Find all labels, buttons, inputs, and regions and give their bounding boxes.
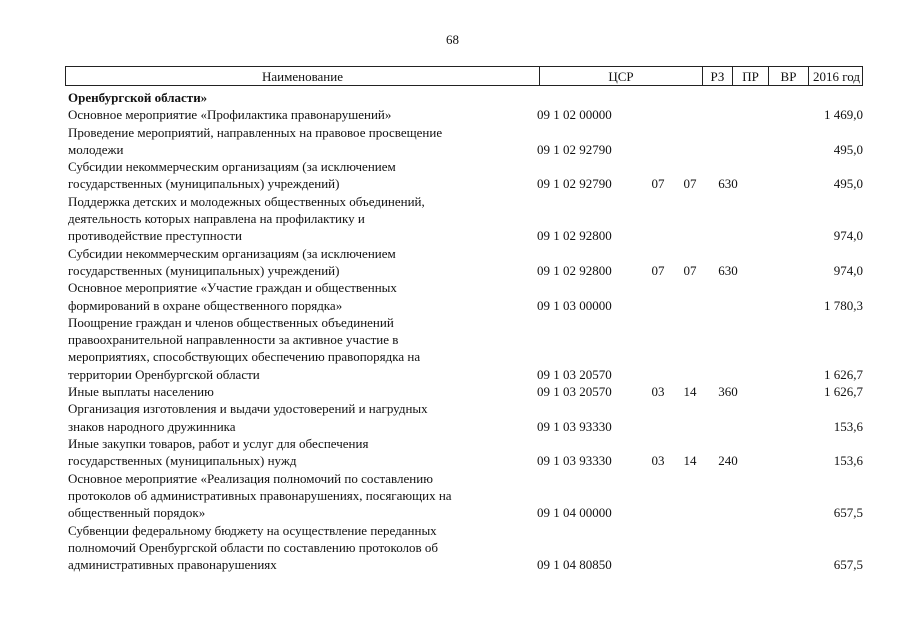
row-csr: 09 1 03 00000 <box>537 297 612 313</box>
row-vr: 240 <box>718 453 738 469</box>
table-row <box>65 383 865 400</box>
row-amount: 657,5 <box>833 505 863 521</box>
row-amount: 1 626,7 <box>824 384 863 400</box>
row-name-line: Основное мероприятие «Реализация полномочий по составлению <box>68 470 433 486</box>
row-name-line: полномочий Оренбургской области по составлению протоколов об <box>68 539 439 555</box>
row-name <box>68 124 538 159</box>
row-rz: 03 <box>651 384 665 400</box>
row-csr: 09 1 02 92800 <box>537 228 612 244</box>
row-amount: 1 780,3 <box>824 297 863 313</box>
row-pr: 07 <box>683 262 697 278</box>
page-number: 68 <box>446 32 459 47</box>
row-csr: 09 1 03 20570 <box>537 384 612 400</box>
row-name-line: административных правонарушениях <box>68 557 277 573</box>
header-name: Наименование <box>262 69 343 84</box>
row-name-line: протоколов об административных правонарушениях, посягающих на <box>68 487 452 503</box>
row-name-line: Субсидии некоммерческим организациям (за исключением <box>68 159 396 175</box>
row-name-line: молодежи <box>68 141 124 157</box>
row-rz: 07 <box>651 262 665 278</box>
row-name-line: Поддержка детских и молодежных общественных объединений, <box>68 193 425 209</box>
row-name-line: территории Оренбургской области <box>68 366 260 382</box>
row-name-line: Основное мероприятие «Профилактика правонарушений» <box>68 107 392 123</box>
row-name <box>68 106 538 123</box>
row-name-line: Субвенции федеральному бюджету на осуществление переданных <box>68 522 437 538</box>
row-amount: 974,0 <box>833 228 863 244</box>
row-amount: 153,6 <box>833 418 863 434</box>
table-row <box>65 158 865 193</box>
row-amount: 495,0 <box>833 176 863 192</box>
row-name-line: государственных (муниципальных) учреждений) <box>68 176 340 192</box>
row-name-line: Основное мероприятие «Участие граждан и общественных <box>68 280 397 296</box>
row-csr: 09 1 03 20570 <box>537 366 612 382</box>
row-csr: 09 1 02 92790 <box>537 176 612 192</box>
row-amount: 495,0 <box>833 141 863 157</box>
table-row <box>65 314 865 383</box>
table-header <box>65 66 863 86</box>
table-row <box>65 124 865 159</box>
table-row <box>65 193 865 245</box>
row-name <box>68 245 538 280</box>
header-rz: РЗ <box>702 67 732 85</box>
table-row <box>65 106 865 123</box>
row-name-line: государственных (муниципальных) нужд <box>68 453 297 469</box>
row-vr: 360 <box>718 384 738 400</box>
row-csr: 09 1 04 80850 <box>537 557 612 573</box>
row-rz: 03 <box>651 453 665 469</box>
row-csr: 09 1 02 92790 <box>537 141 612 157</box>
table-row <box>65 89 865 106</box>
header-csr: ЦСР <box>539 67 702 85</box>
header-pr: ПР <box>732 67 768 85</box>
row-name-line: Иные закупки товаров, работ и услуг для обеспечения <box>68 436 369 451</box>
row-name-line: государственных (муниципальных) учреждений) <box>68 262 340 278</box>
row-name <box>68 470 538 522</box>
row-rz: 07 <box>651 176 665 192</box>
row-name-line: деятельность которых направлена на профилактику и <box>68 211 365 227</box>
row-csr: 09 1 02 00000 <box>537 107 612 123</box>
row-name-line: формирований в охране общественного порядка» <box>68 297 343 313</box>
row-pr: 14 <box>683 384 697 400</box>
row-pr: 07 <box>683 176 697 192</box>
row-name-line: общественный порядок» <box>68 505 206 521</box>
row-name <box>68 193 538 245</box>
row-vr: 630 <box>718 176 738 192</box>
row-name-line: Оренбургской области» <box>68 90 208 105</box>
row-pr: 14 <box>683 453 697 469</box>
row-name-line: Проведение мероприятий, направленных на правовое просвещение <box>68 124 443 140</box>
table-row <box>65 279 865 314</box>
row-csr: 09 1 04 00000 <box>537 505 612 521</box>
row-name-line: Организация изготовления и выдачи удостоверений и нагрудных <box>68 401 428 417</box>
row-name-line: Иные выплаты населению <box>68 384 214 400</box>
row-csr: 09 1 03 93330 <box>537 453 612 469</box>
row-name-line: Субсидии некоммерческим организациям (за исключением <box>68 245 396 261</box>
row-csr: 09 1 03 93330 <box>537 418 612 434</box>
table-row <box>65 245 865 280</box>
table-row <box>65 400 865 435</box>
row-csr: 09 1 02 92800 <box>537 262 612 278</box>
row-name <box>68 279 538 314</box>
row-amount: 657,5 <box>833 557 863 573</box>
row-name <box>68 400 538 435</box>
row-amount: 1 626,7 <box>824 366 863 382</box>
table-row <box>65 470 865 522</box>
row-vr: 630 <box>718 262 738 278</box>
row-amount: 153,6 <box>833 453 863 469</box>
row-name <box>68 89 538 106</box>
row-amount: 1 469,0 <box>824 107 863 123</box>
row-amount: 974,0 <box>833 262 863 278</box>
row-name <box>68 383 538 400</box>
row-name-line: мероприятиях, способствующих обеспечению правопорядка на <box>68 349 421 365</box>
row-name-line: правоохранительной направленности за активное участие в <box>68 332 399 348</box>
header-vr: ВР <box>768 67 808 85</box>
row-name <box>68 158 538 193</box>
row-name-line: противодействие преступности <box>68 228 242 244</box>
table-row <box>65 522 865 574</box>
table-row <box>65 435 865 470</box>
row-name-line: Поощрение граждан и членов общественных объединений <box>68 314 394 330</box>
row-name <box>68 435 538 470</box>
row-name-line: знаков народного дружинника <box>68 418 236 434</box>
row-name <box>68 522 538 574</box>
row-name <box>68 314 538 383</box>
header-year: 2016 год <box>808 67 864 85</box>
